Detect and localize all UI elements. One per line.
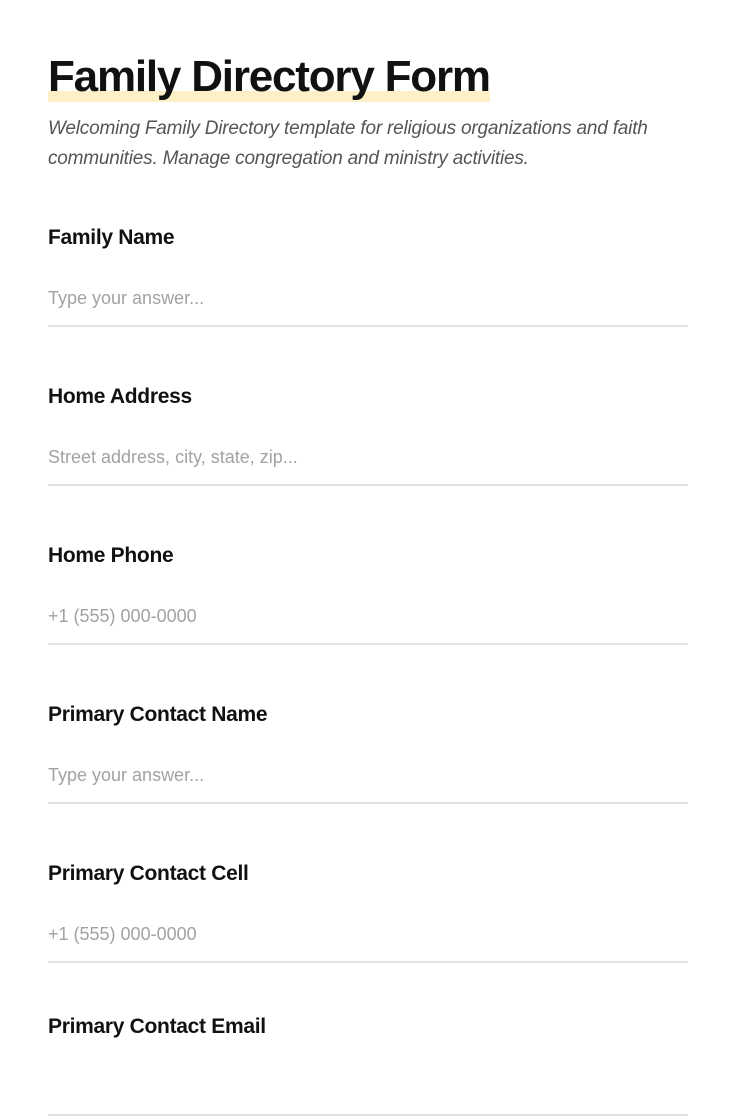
field-label: Primary Contact Name: [48, 703, 268, 726]
field-primary-contact-name: [48, 701, 688, 804]
primary-contact-name-input[interactable]: [48, 761, 688, 804]
home-phone-input[interactable]: [48, 602, 688, 645]
field-primary-contact-cell: [48, 860, 688, 963]
form-page: [48, 52, 688, 1116]
form-description: Welcoming Family Directory template for religious organizations and faith communities. Manage congregation and ministry activities.: [48, 118, 648, 169]
field-label: Home Phone: [48, 544, 174, 567]
field-home-phone: [48, 542, 688, 645]
field-label: Primary Contact Email: [48, 1015, 266, 1038]
primary-contact-email-input[interactable]: [48, 1073, 688, 1116]
field-label: Family Name: [48, 226, 175, 249]
field-primary-contact-email: [48, 1013, 688, 1116]
field-label: Home Address: [48, 385, 192, 408]
field-label: Primary Contact Cell: [48, 862, 249, 885]
form-title: Family Directory Form: [48, 52, 490, 101]
field-home-address: [48, 383, 688, 486]
home-address-input[interactable]: [48, 443, 688, 486]
form-title-wrapper: [48, 52, 490, 102]
family-name-input[interactable]: [48, 284, 688, 327]
field-family-name: [48, 224, 688, 327]
primary-contact-cell-input[interactable]: [48, 920, 688, 963]
